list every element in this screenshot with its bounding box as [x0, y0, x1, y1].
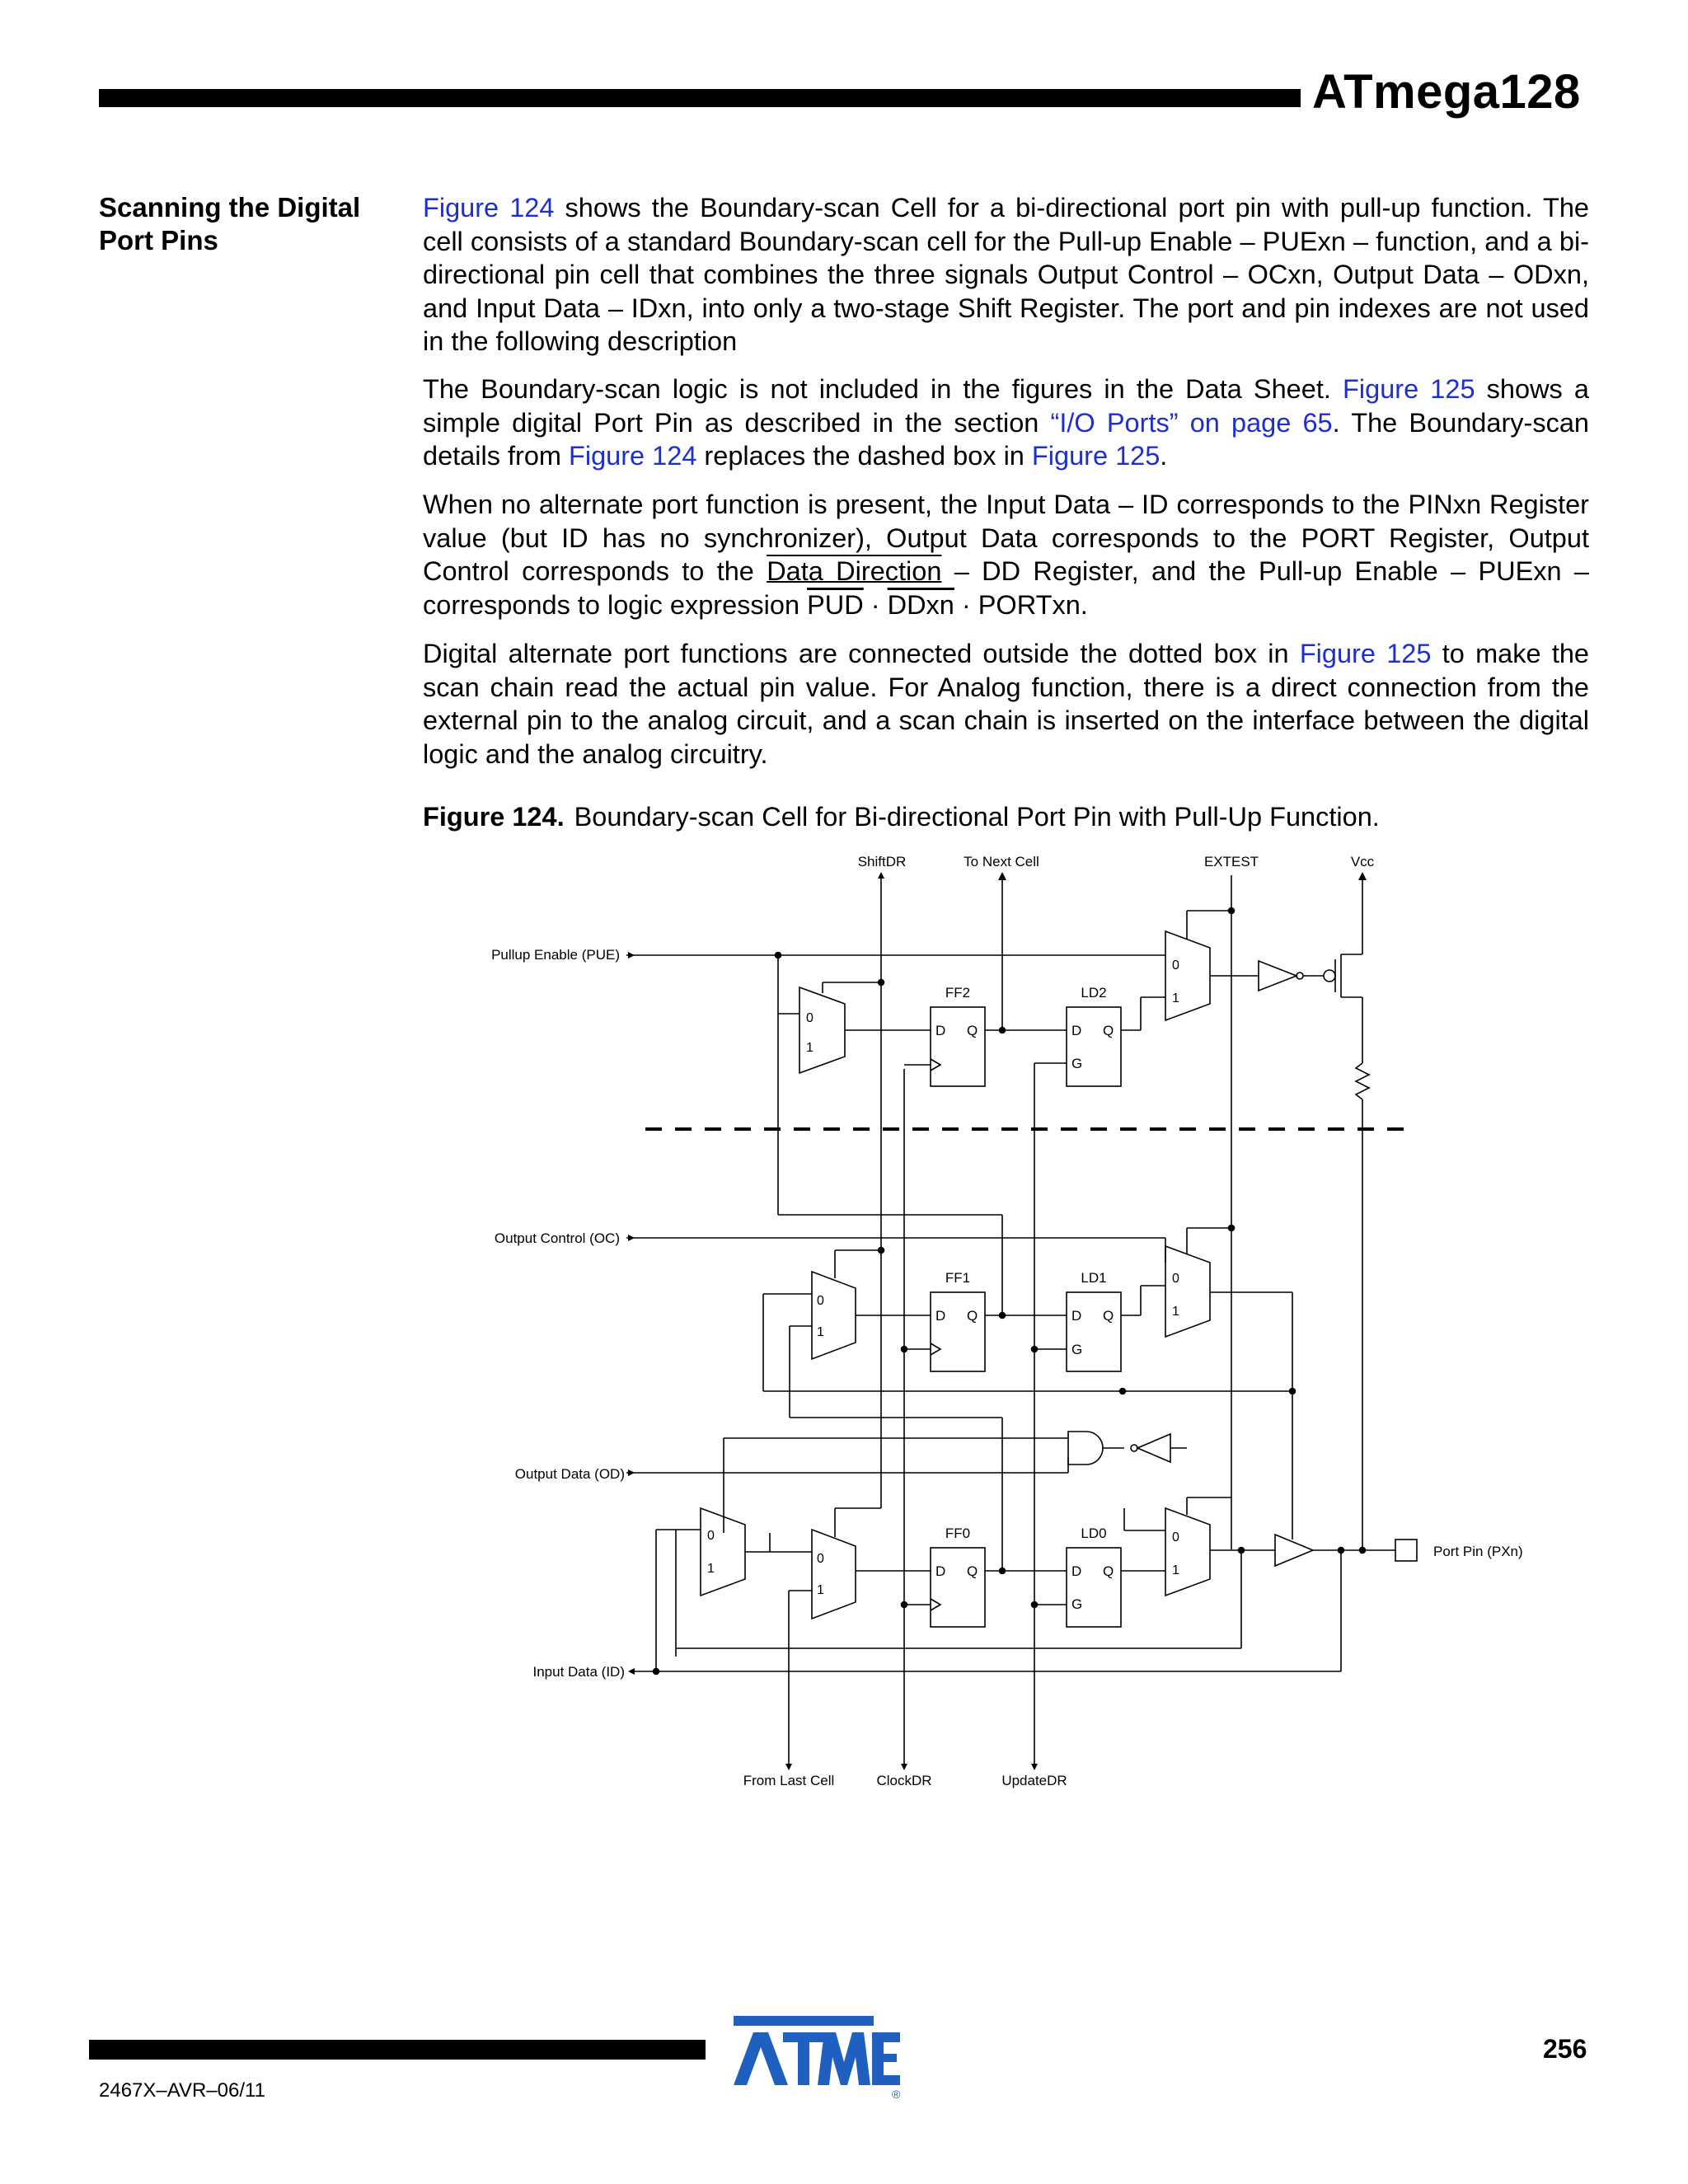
- svg-text:Q: Q: [967, 1563, 978, 1579]
- p2-text-1: The Boundary-scan logic is not included in the figures in the Data Sheet.: [423, 374, 1343, 404]
- svg-text:0: 0: [806, 1011, 814, 1025]
- svg-text:1: 1: [707, 1562, 715, 1576]
- document-code: 2467X–AVR–06/11: [99, 2079, 265, 2102]
- to-next-cell-label: To Next Cell: [964, 854, 1039, 869]
- extest-label: EXTEST: [1203, 854, 1259, 869]
- figure-124-link[interactable]: Figure 124: [423, 193, 555, 223]
- port-pin-label: Port Pin (PXn): [1433, 1544, 1523, 1559]
- svg-text:0: 0: [1172, 1530, 1179, 1544]
- updatedr-label: UpdateDR: [1001, 1773, 1067, 1788]
- svg-text:1: 1: [817, 1325, 824, 1339]
- svg-text:D: D: [1071, 1563, 1082, 1579]
- svg-text:Q: Q: [967, 1308, 978, 1324]
- atmel-logo: [725, 2011, 907, 2102]
- svg-text:Q: Q: [1103, 1023, 1114, 1038]
- ff2-label: FF2: [945, 985, 971, 1001]
- page-number: 256: [1543, 2034, 1587, 2064]
- p3-dot: ·: [863, 589, 888, 620]
- svg-text:D: D: [935, 1308, 946, 1324]
- p3-text-2: – DD Register, and the Pull-up Enable – PUExn – corresponds to logic expression: [423, 556, 1590, 620]
- svg-text:G: G: [1071, 1342, 1083, 1357]
- ld1-label: LD1: [1081, 1270, 1107, 1286]
- p3-text-3: · PORTxn.: [954, 589, 1088, 620]
- svg-text:0: 0: [707, 1529, 715, 1543]
- data-direction-term: Data Direction: [767, 556, 942, 586]
- svg-text:D: D: [1071, 1023, 1082, 1038]
- figure-125-link-3[interactable]: Figure 125: [1299, 639, 1432, 668]
- logo-reg-mark: ®: [892, 2088, 901, 2101]
- ddxn-term: DDxn: [887, 589, 954, 620]
- svg-text:G: G: [1071, 1056, 1083, 1071]
- footer-rule: [89, 2040, 706, 2060]
- page-title: ATmega128: [1312, 65, 1581, 119]
- svg-text:1: 1: [817, 1583, 824, 1597]
- pud-term: $\overline{PUD}$: [807, 589, 864, 620]
- ld0-label: LD0: [1081, 1526, 1107, 1541]
- svg-text:0: 0: [1172, 958, 1179, 972]
- p2-text-3: . The Boundary-scan details from: [423, 407, 1589, 471]
- vcc-label: Vcc: [1350, 854, 1375, 869]
- from-last-cell-label: From Last Cell: [743, 1773, 835, 1788]
- oc-label: Output Control (OC): [494, 1230, 620, 1246]
- shiftdr-label: ShiftDR: [857, 854, 907, 869]
- ld2-label: LD2: [1081, 985, 1107, 1001]
- p2-text-4: replaces the dashed box in: [696, 441, 1032, 471]
- pue-label: Pullup Enable (PUE): [491, 947, 620, 963]
- svg-text:Q: Q: [1103, 1308, 1114, 1324]
- svg-text:Q: Q: [1103, 1563, 1114, 1579]
- p3-text-1: When no alternate port function is present, the Input Data – ID corresponds to the PINxn Register value (but ID has no synchronizer), Output Data corresponds to the PORT Register, Output Control corresponds to the: [423, 490, 1589, 586]
- figure-125-link-2[interactable]: Figure 125: [1031, 441, 1160, 471]
- io-ports-link[interactable]: “I/O Ports” on page 65: [1050, 407, 1333, 438]
- svg-text:D: D: [1071, 1308, 1082, 1324]
- svg-text:0: 0: [817, 1552, 824, 1566]
- p1-text: shows the Boundary-scan Cell for a bi-directional port pin with pull-up function. The cell consists of a standard Boundary-scan cell for the Pull-up Enable – PUExn – function, and a bi-directional pin cell that combines the three signals Output Control – OCxn, Output Data – ODxn, and Input Data – IDxn, into only a two-stage Shift Register. The port and pin indexes are not used in the following description: [423, 193, 1589, 356]
- svg-text:1: 1: [1172, 1305, 1179, 1319]
- svg-text:1: 1: [1172, 1563, 1179, 1577]
- figure-125-link[interactable]: Figure 125: [1343, 374, 1475, 404]
- svg-text:1: 1: [806, 1041, 814, 1055]
- p4-text-2: to make the scan chain read the actual pin value. For Analog function, there is a direct connection from the external pin to the analog circuit, and a scan chain is inserted on the interface between the digital logic and the analog circuitry.: [423, 639, 1589, 769]
- figure-124-link-2[interactable]: Figure 124: [569, 441, 697, 471]
- svg-text:0: 0: [817, 1294, 824, 1308]
- svg-text:Q: Q: [967, 1023, 978, 1038]
- id-label: Input Data (ID): [532, 1664, 625, 1680]
- svg-text:D: D: [935, 1563, 946, 1579]
- figure-number: Figure 124.: [423, 802, 565, 832]
- p2-text-5: .: [1160, 441, 1168, 471]
- p2-text-2: shows a simple digital Port Pin as described in the section: [423, 374, 1589, 438]
- section-heading: Scanning the Digital Port Pins: [99, 192, 361, 255]
- figure-title: Boundary-scan Cell for Bi-directional Port Pin with Pull-Up Function.: [574, 802, 1380, 832]
- od-label: Output Data (OD): [514, 1466, 625, 1482]
- svg-text:0: 0: [1172, 1272, 1179, 1286]
- p4-text-1: Digital alternate port functions are connected outside the dotted box in: [423, 639, 1300, 668]
- ff0-label: FF0: [945, 1526, 971, 1541]
- svg-text:D: D: [935, 1023, 946, 1038]
- clockdr-label: ClockDR: [876, 1773, 932, 1788]
- svg-text:G: G: [1071, 1596, 1083, 1612]
- ff1-label: FF1: [945, 1270, 971, 1286]
- svg-text:1: 1: [1172, 991, 1179, 1005]
